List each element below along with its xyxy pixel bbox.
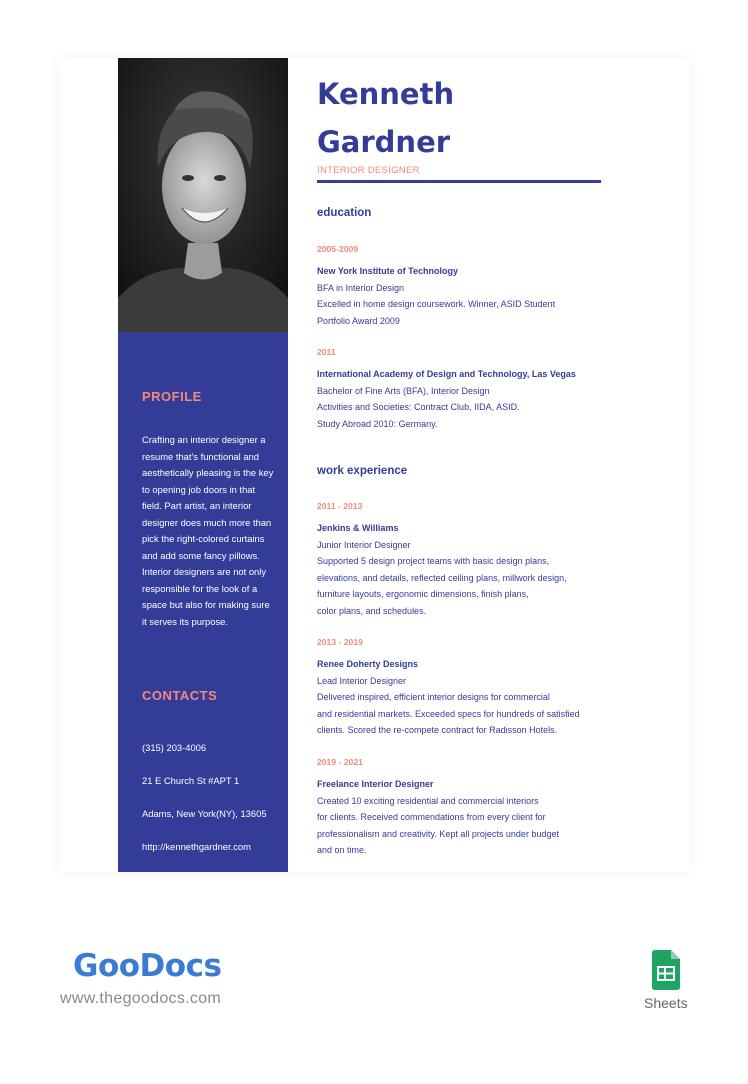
education-years: 2005-2009	[317, 244, 359, 254]
google-sheets-icon[interactable]	[652, 950, 680, 990]
experience-years: 2011 - 2013	[317, 501, 363, 511]
person-first-name: Kenneth	[317, 77, 455, 111]
experience-line: clients. Scored the re-compete contract for Radisson Hotels.	[317, 725, 558, 736]
experience-line: Created 10 exciting residential and commercial interiors	[317, 795, 539, 806]
person-last-name: Gardner	[317, 125, 451, 159]
experience-company: Renee Doherty Designs	[317, 659, 419, 669]
sheets-label: Sheets	[644, 995, 688, 1011]
profile-text: Crafting an interior designer a resume that's functional and aesthetically pleasing is the key to opening job doors in that field. Part artist, an interior designer does much more than pick the right-colored curtains and add some fancy pillows. Interior designers are not only responsible for the look of a space but also for making sure it serves its purpose.	[142, 434, 274, 627]
experience-line: Delivered inspired, efficient interior designs for commercial	[317, 692, 550, 703]
education-institution: International Academy of Design and Technology, Las Vegas	[317, 369, 576, 379]
experience-line: and residential markets. Exceeded specs for hundreds of satisfied	[317, 708, 580, 719]
education-line: BFA in Interior Design	[317, 282, 405, 293]
goodocs-logo[interactable]: GooDocs	[73, 948, 222, 984]
goodocs-url[interactable]: www.thegoodocs.com	[60, 990, 222, 1007]
title-divider	[317, 180, 601, 183]
experience-entry	[317, 756, 617, 859]
experience-years: 2019 - 2021	[317, 757, 363, 767]
contact-website[interactable]: http://kennethgardner.com	[142, 841, 251, 852]
experience-line: Junior Interior Designer	[317, 539, 411, 550]
education-entry	[317, 346, 617, 432]
contact-address-line-1: 21 E Church St #APT 1	[142, 775, 240, 786]
education-line: Portfolio Award 2009	[317, 315, 400, 326]
education-heading: education	[317, 207, 372, 219]
experience-entry	[317, 636, 617, 739]
contact-address-line-2: Adams, New York(NY), 13605	[142, 808, 267, 819]
education-line: Study Abroad 2010: Germany.	[317, 418, 438, 429]
experience-line: furniture layouts, ergonomic dimensions, finish plans,	[317, 589, 529, 600]
experience-line: for clients. Received commendations from every client for	[317, 812, 546, 823]
education-line: Bachelor of Fine Arts (BFA), Interior Design	[317, 385, 490, 396]
education-institution: New York Institute of Technology	[317, 266, 459, 276]
experience-years: 2013 - 2019	[317, 637, 363, 647]
experience-line: professionalism and creativity. Kept all projects under budget	[317, 828, 559, 839]
profile-photo	[118, 58, 288, 332]
experience-line: color plans, and schedules.	[317, 605, 427, 616]
resume-sidebar	[118, 58, 288, 872]
experience-company: Freelance Interior Designer	[317, 779, 434, 789]
education-line: Activities and Societies: Contract Club, IIDA, ASID.	[317, 402, 520, 413]
experience-company: Jenkins & Williams	[317, 523, 399, 533]
experience-line: Lead Interior Designer	[317, 675, 407, 686]
person-name	[317, 70, 617, 166]
education-years: 2011	[317, 347, 336, 357]
contacts-heading: CONTACTS	[142, 688, 218, 703]
contact-phone: (315) 203-4006	[142, 742, 207, 753]
resume-page	[60, 58, 689, 872]
experience-line: and on time.	[317, 845, 367, 856]
person-role: INTERIOR DESIGNER	[317, 165, 420, 176]
work-experience-heading: work experience	[317, 465, 408, 477]
education-entry	[317, 243, 617, 329]
experience-line: elevations, and details, reflected ceiling plans, millwork design,	[317, 572, 567, 583]
profile-heading: PROFILE	[142, 389, 202, 404]
experience-entry	[317, 500, 617, 619]
education-line: Excelled in home design coursework. Winner, ASID Student	[317, 299, 556, 310]
experience-line: Supported 5 design project teams with basic design plans,	[317, 556, 550, 567]
